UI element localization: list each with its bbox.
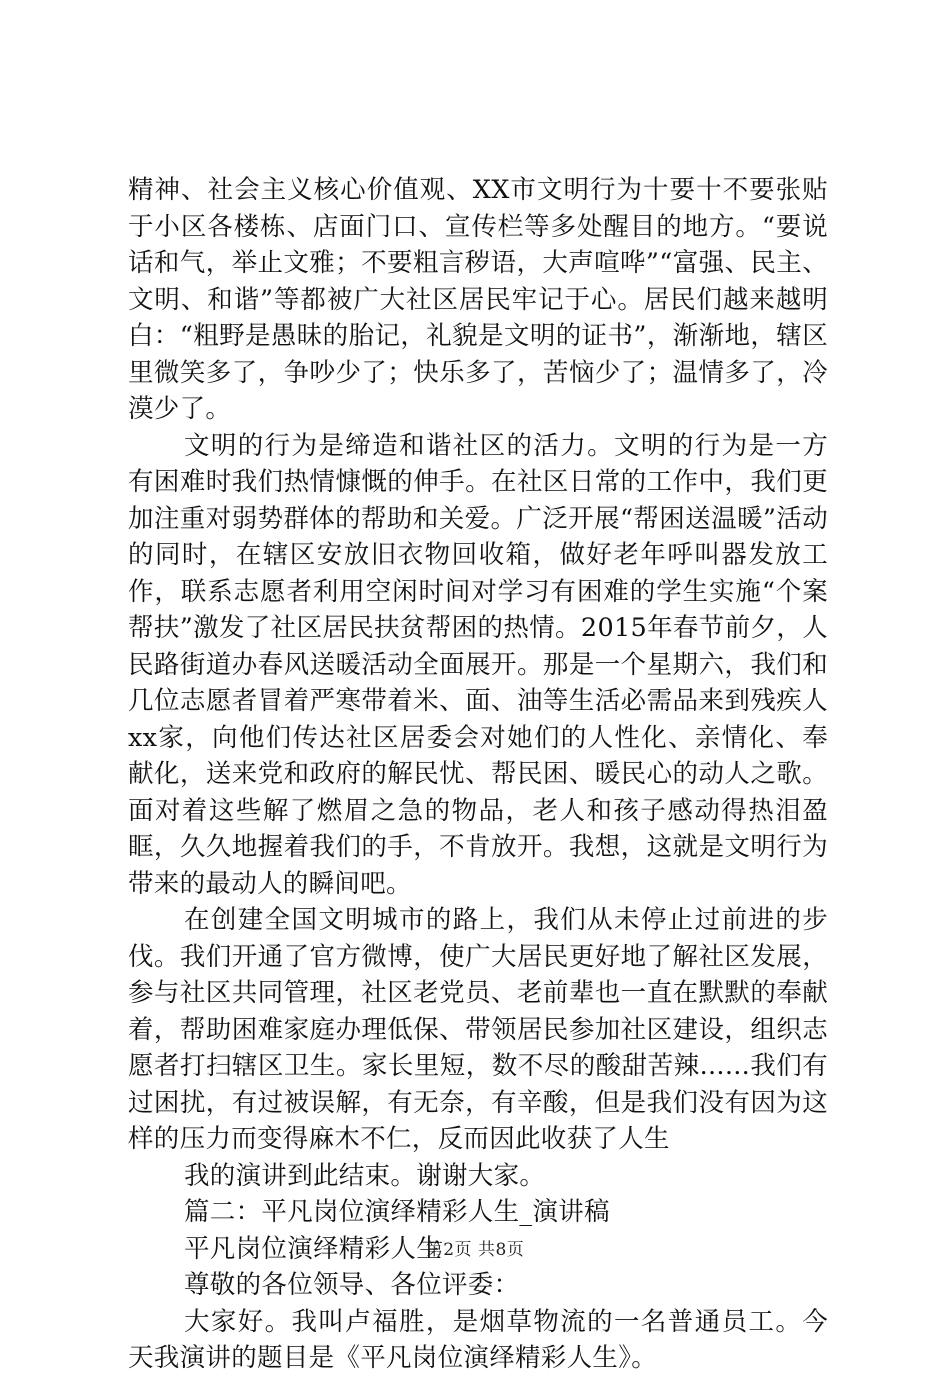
salutation: 尊敬的各位领导、各位评委： (184, 1270, 520, 1300)
paragraph-p3: 在创建全国文明城市的路上，我们从未停止过前进的步伐。我们开通了官方微博，使广大居民更好地了解社区发展，参与社区共同管理，社区老党员、老前辈也一直在默默的奉献着，帮助困难家庭办理低保、带领居民参加社区建设，组织志愿者打扫辖区卫生。家长里短，数不尽的酸甜苦辣......我们有过困扰，有过被误解，有无奈，有辛酸，但是我们没有因为这样的压力而变得麻木不仁，反而因此收获了人生 (128, 905, 828, 1154)
speech-title: 平凡岗位演绎精彩人生 (184, 1233, 443, 1264)
paragraph-intro: 大家好。我叫卢福胜，是烟草物流的一名普通员工。今天我演讲的题目是《平凡岗位演绎精彩人生》。 (128, 1306, 828, 1373)
section-heading: 篇二：平凡岗位演绎精彩人生_演讲稿 (184, 1197, 610, 1227)
closing-line: 我的演讲到此结束。谢谢大家。 (184, 1160, 546, 1191)
document-body (128, 172, 828, 1377)
paragraph-p2: 文明的行为是缔造和谐社区的活力。文明的行为是一方有困难时我们热情慷慨的伸手。在社区日常的工作中，我们更加注重对弱势群体的帮助和关爱。广泛开展“帮困送温暖”活动的同时，在辖区安放旧衣物回收箱，做好老年呼叫器发放工作，联系志愿者利用空闲时间对学习有困难的学生实施“个案帮扶”激发了社区居民扶贫帮困的热情。2015年春节前夕，人民路街道办春风送暖活动全面展开。那是一个星期六，我们和几位志愿者冒着严寒带着米、面、油等生活必需品来到残疾人xx家，向他们传达社区居委会对她们的人性化、亲情化、奉献化，送来党和政府的解民忧、帮民困、暖民心的动人之歌。面对着这些解了燃眉之急的物品，老人和孩子感动得热泪盈眶，久久地握着我们的手，不肯放开。我想，这就是文明行为带来的最动人的瞬间吧。 (128, 430, 828, 899)
page-number-footer: 第2页 共8页 (425, 1240, 525, 1260)
paragraph-p1: 精神、社会主义核心价值观、XX市文明行为十要十不要张贴于小区各楼栋、店面门口、宣传栏等多处醒目的地方。“要说话和气，举止文雅；不要粗言秽语，大声喧哗”“富强、民主、文明、和谐”等都被广大社区居民牢记于心。居民们越来越明白：“粗野是愚昧的胎记，礼貌是文明的证书”，渐渐地，辖区里微笑多了，争吵少了；快乐多了，苦恼少了；温情多了，冷漠少了。 (128, 175, 828, 424)
